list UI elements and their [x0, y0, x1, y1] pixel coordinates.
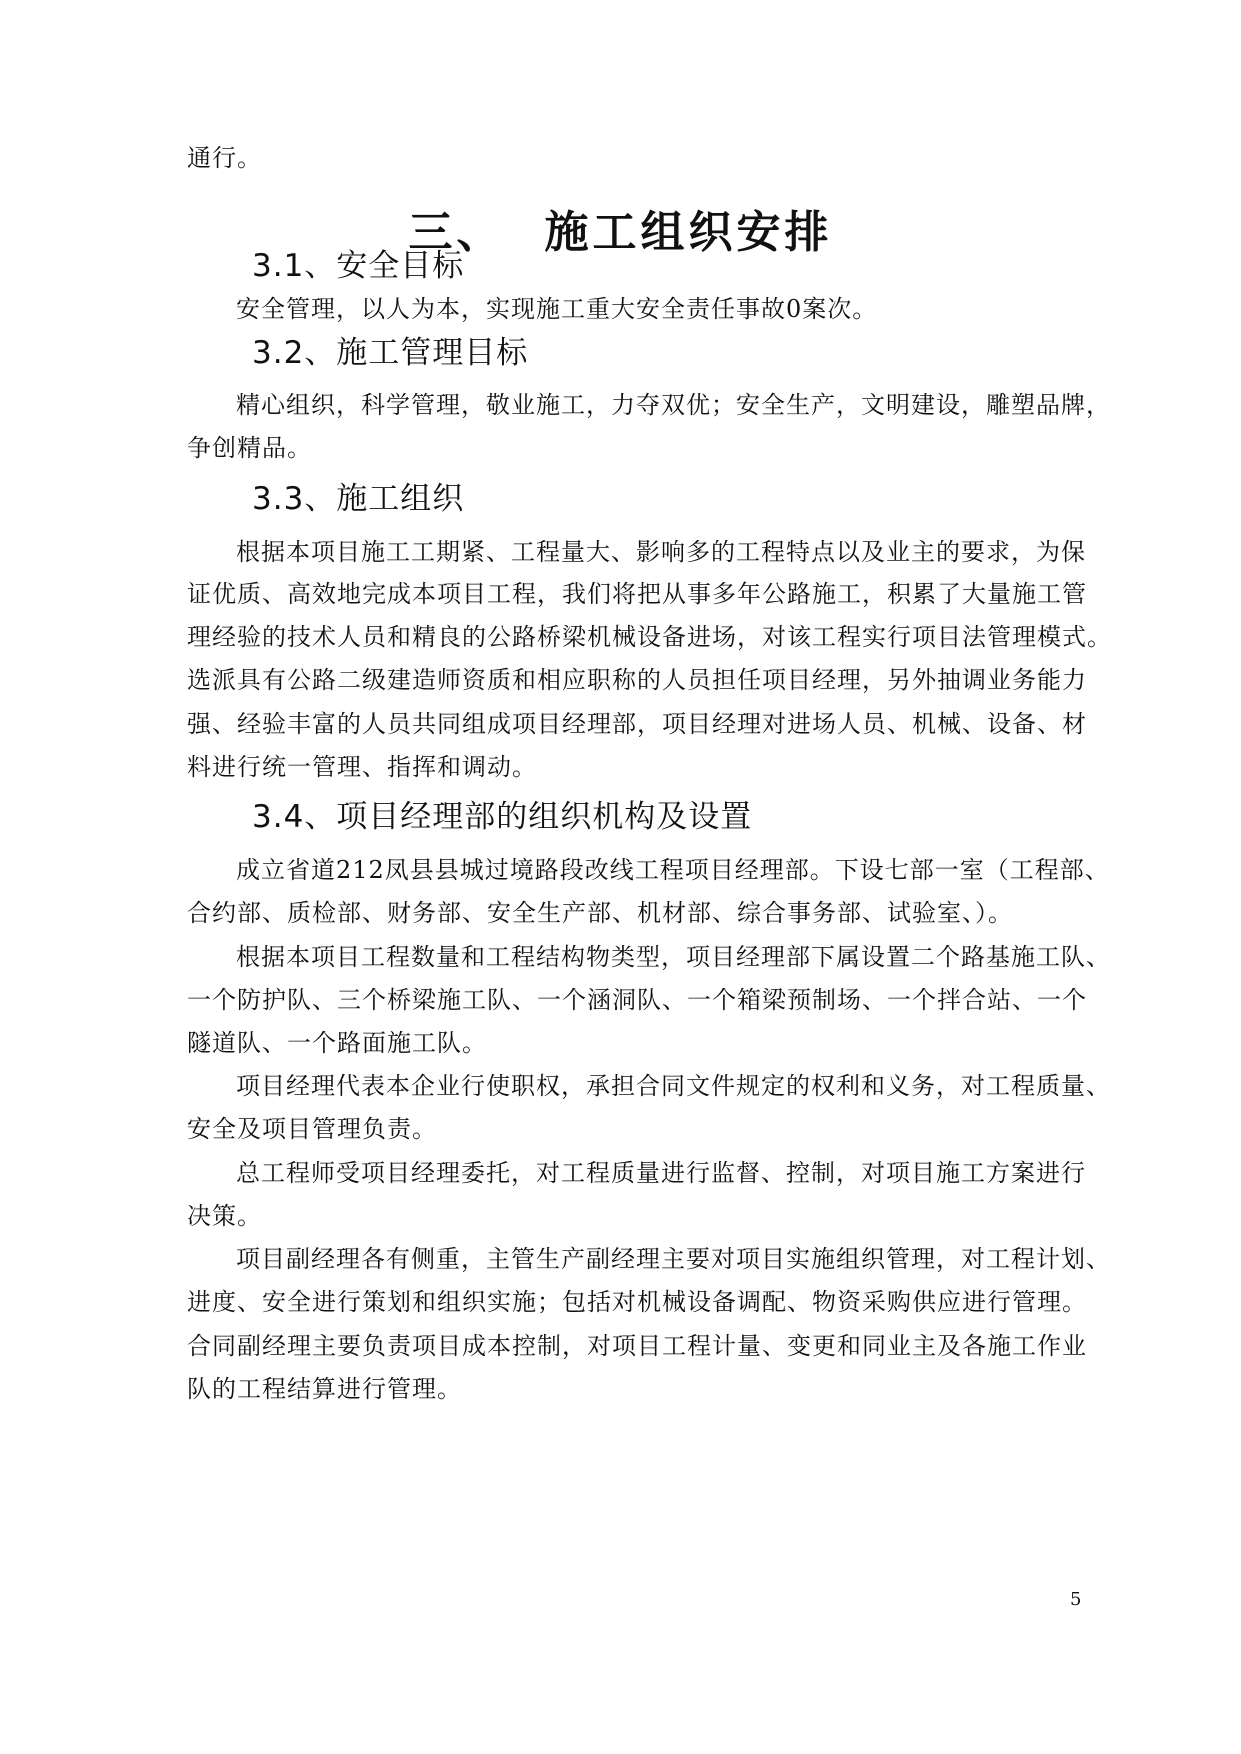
paragraph-line: 安全及项目管理负责。 [187, 1115, 437, 1143]
paragraph-line: 料进行统一管理、指挥和调动。 [187, 753, 537, 781]
page-number: 5 [1070, 1589, 1082, 1610]
section-heading-3-2: 3.2、施工管理目标 [252, 335, 529, 371]
paragraph-line: 安全管理，以人为本，实现施工重大安全责任事故0案次。 [236, 295, 878, 323]
paragraph-line: 成立省道212凤县县城过境路段改线工程项目经理部。下设七部一室（工程部、 [236, 856, 1110, 884]
paragraph-line: 选派具有公路二级建造师资质和相应职称的人员担任项目经理，另外抽调业务能力 [187, 666, 1087, 694]
chapter-title: 施工组织安排 [544, 207, 833, 258]
section-heading-3-4: 3.4、项目经理部的组织机构及设置 [252, 799, 753, 835]
chapter-number: 三、 [408, 207, 505, 258]
section-heading-3-1: 3.1、安全目标 [252, 248, 465, 284]
paragraph-line: 理经验的技术人员和精良的公路桥梁机械设备进场，对该工程实行项目法管理模式。 [187, 623, 1112, 651]
paragraph-line: 合约部、质检部、财务部、安全生产部、机材部、综合事务部、试验室、）。 [187, 899, 1013, 927]
paragraph-line: 争创精品。 [187, 434, 312, 462]
paragraph-line: 根据本项目施工工期紧、工程量大、影响多的工程特点以及业主的要求，为保 [236, 538, 1086, 566]
paragraph-line: 队的工程结算进行管理。 [187, 1375, 462, 1403]
paragraph-line: 精心组织，科学管理，敬业施工，力夺双优；安全生产，文明建设，雕塑品牌， [236, 391, 1111, 419]
paragraph-line: 项目副经理各有侧重，主管生产副经理主要对项目实施组织管理，对工程计划、 [236, 1245, 1111, 1273]
paragraph-line: 总工程师受项目经理委托，对工程质量进行监督、控制，对项目施工方案进行 [236, 1159, 1086, 1187]
paragraph-line: 合同副经理主要负责项目成本控制，对项目工程计量、变更和同业主及各施工作业 [187, 1332, 1087, 1360]
lead-line: 通行。 [187, 144, 262, 172]
paragraph-line: 项目经理代表本企业行使职权，承担合同文件规定的权利和义务，对工程质量、 [236, 1072, 1111, 1100]
paragraph-line: 根据本项目工程数量和工程结构物类型，项目经理部下属设置二个路基施工队、 [236, 943, 1111, 971]
paragraph-line: 隧道队、一个路面施工队。 [187, 1029, 487, 1057]
paragraph-line: 决策。 [187, 1202, 262, 1230]
paragraph-line: 进度、安全进行策划和组织实施；包括对机械设备调配、物资采购供应进行管理。 [187, 1288, 1087, 1316]
paragraph-line: 强、经验丰富的人员共同组成项目经理部，项目经理对进场人员、机械、设备、材 [187, 710, 1087, 738]
paragraph-line: 证优质、高效地完成本项目工程，我们将把从事多年公路施工，积累了大量施工管 [187, 580, 1087, 608]
paragraph-line: 一个防护队、三个桥梁施工队、一个涵洞队、一个箱梁预制场、一个拌合站、一个 [187, 986, 1087, 1014]
section-heading-3-3: 3.3、施工组织 [252, 481, 465, 517]
chapter-heading [0, 205, 1241, 261]
